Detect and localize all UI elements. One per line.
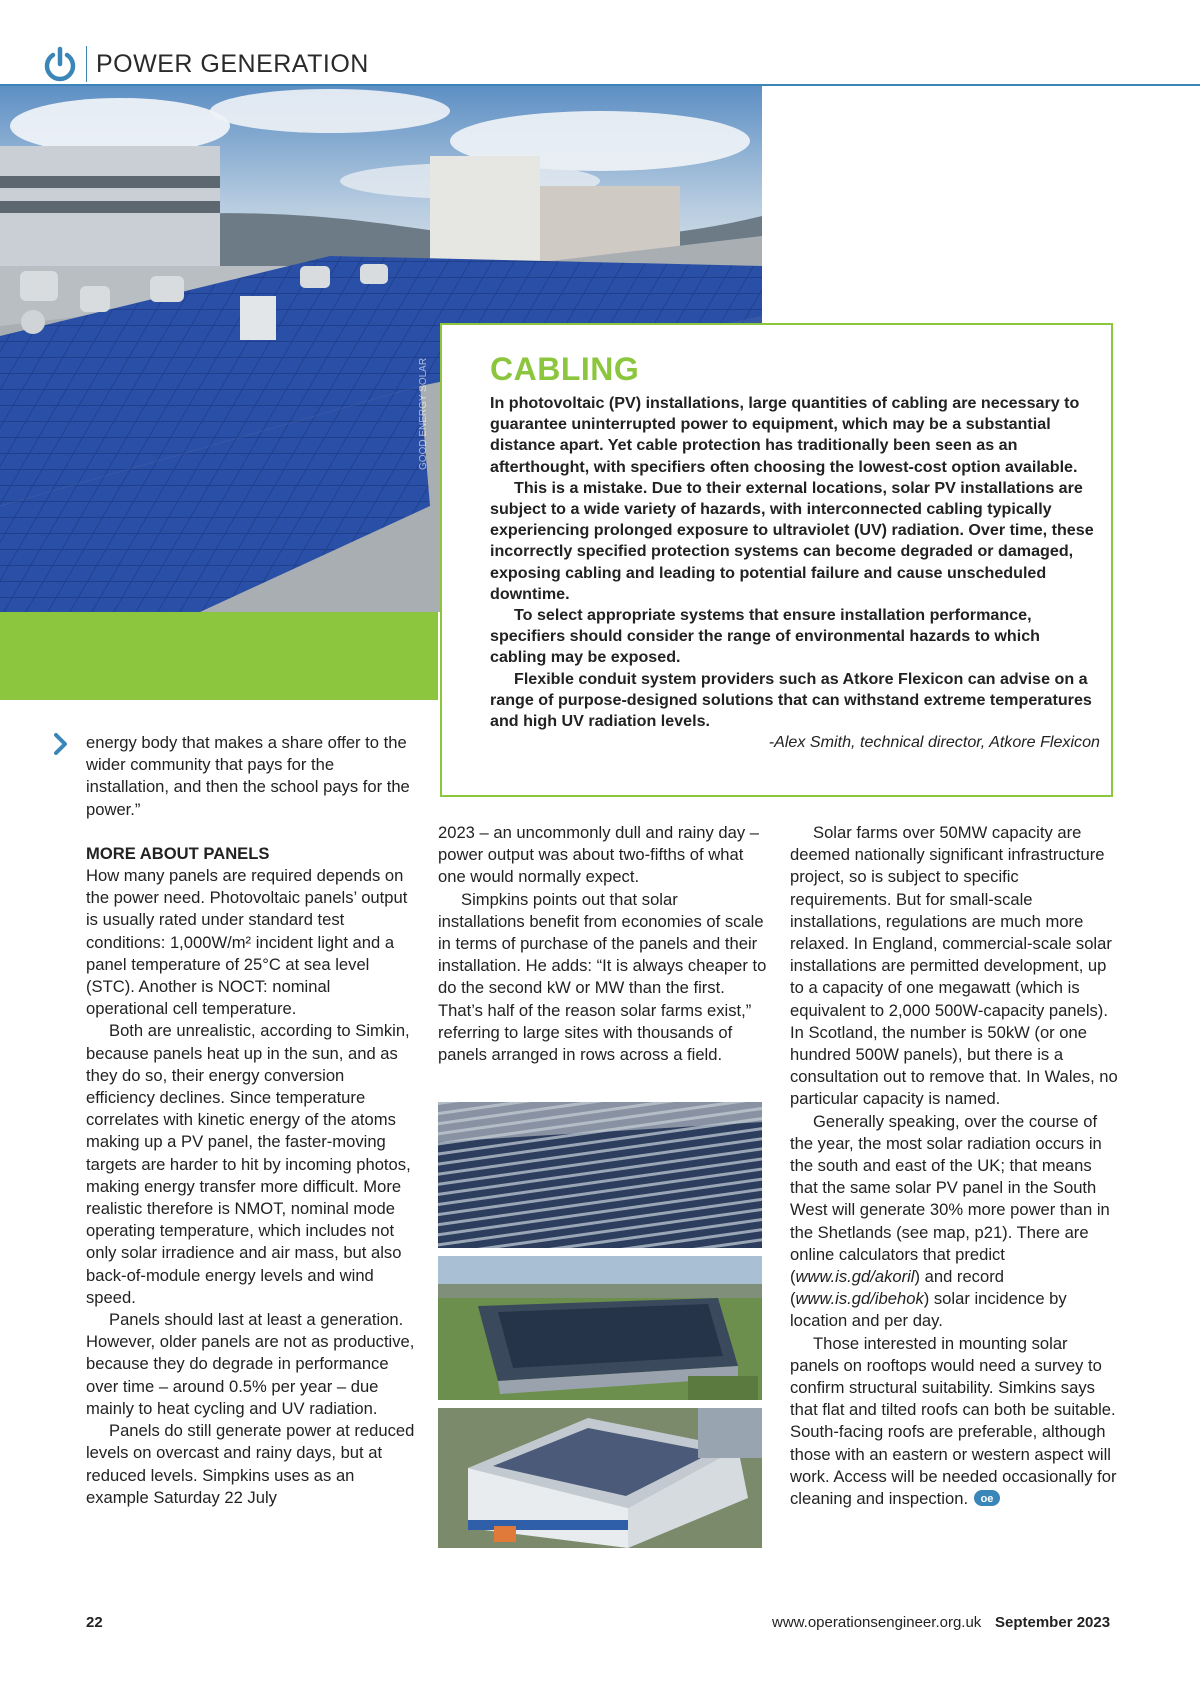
oe-end-mark-icon <box>974 1490 1000 1506</box>
solar-roof-aerial-photo-3 <box>438 1408 762 1548</box>
text-span: ) and record ( <box>790 1267 1004 1309</box>
footer-url[interactable]: www.operationsengineer.org.uk <box>772 1614 982 1631</box>
text-span: ) solar incidence by location and per day. <box>790 1289 1067 1331</box>
column-paragraph: energy body that makes a share offer to the wider community that pays for the installation, and then the school pays for the power.” <box>86 733 410 819</box>
page-number: 22 <box>86 1614 103 1631</box>
column-paragraph-radiation <box>790 1111 1120 1333</box>
column-paragraph: Simpkins points out that solar installations benefit from economies of scale in terms of purchase of the panels and their installation. He adds: “It is always cheaper to do the second kW or MW than the first. That’s half of the reason solar farms exist,” referring to large sites with thousands of panels arranged in rows across a field. <box>438 889 767 1065</box>
photo-credit: GOOD ENERGY SOLAR <box>418 357 429 470</box>
column-paragraph: Panels should last at least a generation. However, older panels are not as productive, because they do degrade in performance over time – around 0.5% per year – due mainly to heat cycling and UV radiation. <box>86 1310 415 1418</box>
column-paragraph: Both are unrealistic, according to Simkin, because panels heat up in the sun, and as they do so, their energy conversion efficiency declines. Since temperature correlates with kinetic energy of the atoms making up a PV panel, the faster-moving targets are harder to hit by incoming photos, making energy transfer more difficult. More realistic therefore is NMOT, nominal mode operating temperature, which includes not only solar irradience and air mass, but also back-of-module energy levels and wind speed. <box>86 1021 411 1307</box>
solar-roof-aerial-photo-2 <box>438 1256 762 1400</box>
cabling-heading: CABLING <box>490 351 640 387</box>
column-paragraph: Panels do still generate power at reduced levels on overcast and rainy days, but at reduced levels. Simpkins uses as an example Saturday 22 July <box>86 1421 415 1507</box>
header-divider <box>86 46 87 82</box>
cabling-paragraph: This is a mistake. Due to their external locations, solar PV installations are subject to a wide variety of hazards, with interconnected cabling typically experiencing prolonged exposure to ultraviolet (UV) radiation. Over time, these incorrectly specified protection systems can become degraded or damaged, exposing cabling and leading to potential failure and cause unscheduled downtime. <box>490 478 1094 603</box>
solar-roof-aerial-photo-1 <box>438 1102 762 1248</box>
chevron-right-icon <box>52 732 70 756</box>
article-column-3 <box>790 822 1120 1510</box>
article-column-1 <box>86 732 416 1509</box>
column-paragraph: Solar farms over 50MW capacity are deemed nationally significant infrastructure project, so is subject to specific requirements. But for small-scale installations, regulations are much more relaxed. In England, commercial-scale solar installations are permitted development, up to a capacity of one megawatt (which is equivalent to 2,000 500W-capacity panels). In Scotland, the number is 50kW (or one hundred 500W panels), but there is a consultation out to remove that. In Wales, no particular capacity is named. <box>790 823 1118 1109</box>
column-paragraph <box>790 1333 1120 1511</box>
column-paragraph: How many panels are required depends on the power need. Photovoltaic panels’ output is usually rated under standard test conditions: 1,000W/m² incident light and a panel temperature of 25°C at sea level (STC). Another is NOCT: nominal operational cell temperature. <box>86 866 408 1019</box>
section-title: POWER GENERATION <box>96 50 369 78</box>
ibehok-link[interactable]: www.is.gd/ibehok <box>795 1289 924 1309</box>
cabling-attribution: -Alex Smith, technical director, Atkore Flexicon <box>768 733 1100 752</box>
cabling-paragraph: To select appropriate systems that ensure installation performance, specifiers should consider the range of environmental hazards to which cabling may be exposed. <box>490 606 1040 667</box>
power-icon <box>42 44 78 84</box>
oe-logo-text: oe <box>980 1493 994 1506</box>
article-column-2 <box>438 822 768 1066</box>
subheading-more-about-panels: MORE ABOUT PANELS <box>86 843 270 863</box>
text-span: Those interested in mounting solar panels on rooftops would need a survey to confirm structural suitability. Simkins says that flat and tilted roofs can both be suitable. South-facing roofs are preferable, although those with an eastern or western aspect will work. Access will be needed occasionally for cleaning and inspection. <box>790 1333 1117 1509</box>
cabling-paragraph: In photovoltaic (PV) installations, large quantities of cabling are necessary to guarantee uninterrupted power to equipment, which may be a substantial distance apart. Yet cable protection has traditionally been seen as an afterthought, with specifiers often choosing the lowest-cost option available. <box>490 394 1080 476</box>
column-paragraph: 2023 – an uncommonly dull and rainy day – power output was about two-fifths of what one would normally expect. <box>438 823 760 887</box>
footer-date: September 2023 <box>995 1614 1111 1631</box>
cabling-body <box>490 393 1100 753</box>
cabling-sidebar-box <box>440 323 1113 797</box>
akoril-link[interactable]: www.is.gd/akoril <box>795 1267 915 1287</box>
text-span: Generally speaking, over the course of the year, the most solar radiation occurs in the south and east of the UK; that means that the same solar PV panel in the South West will generate 30% more power than in the Shetlands (see map, p21). There are online calculators that predict ( <box>790 1111 1110 1287</box>
green-accent-band <box>0 612 438 700</box>
cabling-paragraph: Flexible conduit system providers such as Atkore Flexicon can advise on a range of purpose-designed solutions that can withstand extreme temperatures and high UV radiation levels. <box>490 669 1092 731</box>
